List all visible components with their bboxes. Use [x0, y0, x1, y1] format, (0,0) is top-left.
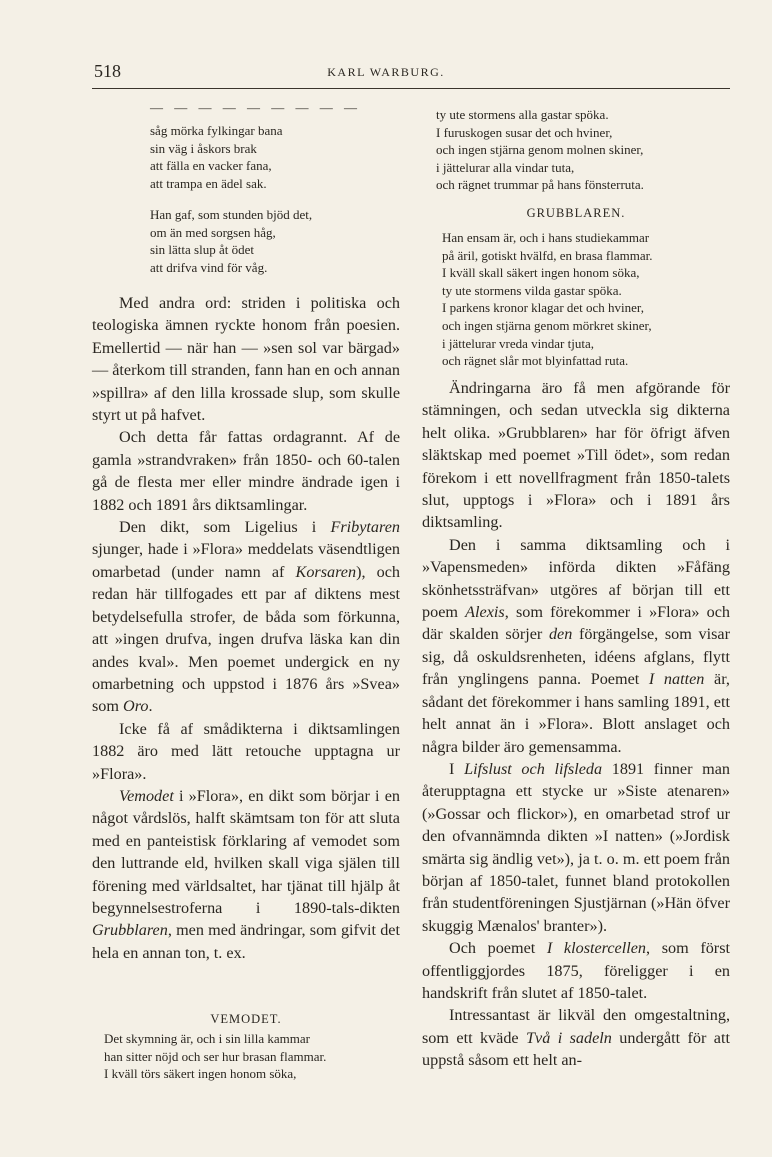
page-number: 518 — [94, 61, 121, 81]
paragraph: I Lifslust och lifsleda 1891 finner man återupptagna ett stycke ur »Siste atenaren» (»Gossar och flickor»), en omarbetad strof ur den ofvannämnda dikten »I natten» (»Jordisk smärta sig ändlig vet»), ja t. o. m. ett poem från början af 1850-talet, funnet bland protokollen från studentföreningen Sjustjärnan (»Hän öfver skuggig Mænalos' branter»). — [422, 759, 730, 935]
verse-line: att fälla en vacker fana, — [150, 158, 272, 174]
poem-stanza-1 — [150, 122, 282, 192]
verse-line: på äril, gotiskt hvälfd, en brasa flammar. — [442, 247, 653, 263]
paragraph: Vemodet i »Flora», en dikt som börjar i en något vårdslös, halft skämtsam ton för att sluta med en panteistisk förklaring af vemodet som den luttrande eld, hvilken skall viga själen till förening med världsaltet, har tjänat till hjälp åt begynnelsestroferna i 1890-tals-dikten Grubblaren, men med ändringar, som gifvit det hela en annan ton, t. ex. — [92, 786, 400, 962]
running-title: KARL WARBURG. — [327, 65, 445, 79]
verse-line: I kväll skall säkert ingen honom söka, — [442, 265, 640, 281]
verse-line: att drifva vind för våg. — [150, 259, 268, 275]
verse-line: han sitter nöjd och ser hur brasan flammar. — [104, 1048, 327, 1064]
poem-stanza-2 — [150, 206, 312, 276]
verse-line: och ingen stjärna genom mörkret skiner, — [442, 317, 652, 333]
verse-line: i jättelurar alla vindar tuta, — [436, 159, 575, 175]
verse-line: ty ute stormens vilda gastar spöka. — [442, 282, 622, 298]
paragraph: Och detta får fattas ordagrannt. Af de gamla »strandvraken» från 1850- och 60-talen gå de flesta mer eller mindre ändrade igen i 1882 och 1891 års diktsamlingar. — [92, 428, 400, 514]
poem-vemodet-continued — [436, 106, 644, 194]
right-prose — [422, 377, 730, 1072]
verse-line: ty ute stormens alla gastar spöka. — [436, 107, 609, 122]
paragraph: Den i samma diktsamling och i »Vapensmeden» införda dikten »Fåfäng skönhetssträfvan» utgöres af början till ett poem Alexis, som förekommer i »Flora» och där skalden sörjer den förgängelse, som visar sig, då oskuldsrenheten, idéens afglans, flytt från ynglingens panna. Poemet I natten är, sådant det förekommer i hans samling 1891, ett helt annat än i »Flora». Blott anslaget och några bilder äro gemensamma. — [422, 535, 730, 756]
verse-line: att trampa en ädel sak. — [150, 175, 267, 191]
verse-line: om än med sorgsen håg, — [150, 224, 276, 240]
poem-heading-grubblaren: GRUBBLAREN. — [526, 206, 626, 220]
paragraph: Intressantast är likväl den omgestaltning, som ett kväde Två i sadeln undergått för att uppstå såsom ett helt an- — [422, 1006, 730, 1070]
paragraph: Den dikt, som Ligelius i Fribytaren sjunger, hade i »Flora» meddelats väsendtligen omarbetad (under namn af Korsaren), och redan här tillfogades ett par af diktens mest betydelsefulla strofer, de båda som förkunna, att »ingen drufva, ingen drufva läska kan din andes kval». Men poemet undergick en ny omarbetning och uppstod i 1876 års »Svea» som Oro. — [92, 518, 400, 716]
paragraph: Ändringarna äro få men afgörande för stämningen, och sedan utveckla sig dikterna helt olika. »Grubblaren» har för öfrigt äfven släktskap med poemet »Till ödet», som redan förekom i ett novellfragment från 1850-talets slut, upptogs i »Flora» och i 1891 års diktsamling. — [422, 379, 730, 532]
paragraph: Och poemet I klostercellen, som först offentliggjordes 1875, föreligger i en handskrift från slutet af 1850-talet. — [422, 939, 730, 1002]
poem-vemodet — [104, 1030, 326, 1083]
verse-line: Han ensam är, och i hans studiekammar — [442, 230, 650, 245]
verse-line: sin väg i åskors brak — [150, 140, 257, 156]
paragraph: Med andra ord: striden i politiska och teologiska ämnen ryckte honom från poesien. Emellertid — när han — »sen sol var bärgad» — återkom till stranden, fann han en och annan »spillra» af den lilla krossade slup, som skulle styrt ut på hafvet. — [92, 294, 400, 425]
verse-line: och rägnet trummar på hans fönsterruta. — [436, 177, 644, 193]
verse-line: och ingen stjärna genom molnen skiner, — [436, 142, 644, 158]
header-rule — [92, 88, 730, 89]
verse-line: såg mörka fylkingar bana — [150, 123, 283, 138]
omission-dashes: — — — — — — — — — — [150, 100, 361, 115]
verse-line: I parkens kronor klagar det och hviner, — [442, 300, 644, 316]
verse-line: i jättelurar vreda vindar tjuta, — [442, 335, 594, 351]
paragraph: Icke få af smådikterna i diktsamlingen 1882 äro med lätt retouche upptagna ur »Flora». — [92, 719, 400, 783]
verse-line: I kväll törs säkert ingen honom söka, — [104, 1066, 297, 1082]
verse-line: I furuskogen susar det och hviner, — [436, 124, 613, 140]
verse-line: och rägnet slår mot blyinfattad ruta. — [442, 353, 629, 369]
poem-grubblaren — [442, 229, 652, 370]
verse-line: Han gaf, som stunden bjöd det, — [150, 207, 313, 222]
poem-heading-vemodet: VEMODET. — [210, 1012, 282, 1026]
verse-line: sin lätta slup åt ödet — [150, 242, 254, 258]
verse-line: Det skymning är, och i sin lilla kammar — [104, 1031, 310, 1046]
left-prose — [92, 292, 400, 964]
